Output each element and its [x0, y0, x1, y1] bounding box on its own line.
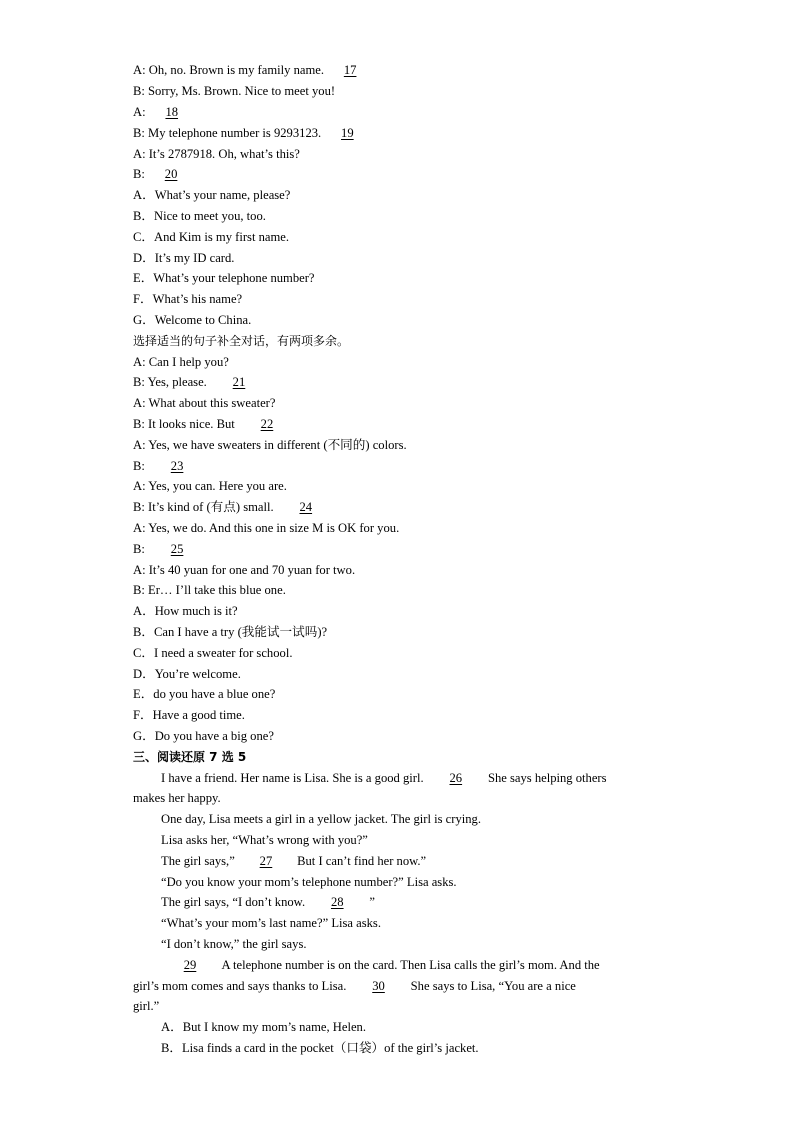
- passage-line-6: “Do you know your mom’s telephone number?” Lisa asks.: [161, 875, 457, 889]
- passage-line-5: [161, 853, 426, 869]
- option1-c: C．And Kim is my first name.: [133, 230, 290, 244]
- option1-a: A．What’s your name, please?: [133, 188, 291, 202]
- line-text: The girl says, “I don’t know.: [161, 895, 309, 909]
- dialog1-line-4: [133, 125, 370, 141]
- option2-b: B．Can I have a try (我能试一试吗)?: [133, 625, 328, 639]
- line-text: ”: [366, 895, 376, 909]
- answer-blank-22: 22: [260, 417, 274, 431]
- dialog2-line-7: [133, 478, 287, 494]
- dialog2-line-3: [133, 395, 275, 411]
- line-text: A: Can I help you?: [133, 355, 229, 369]
- line-text: The girl says,”: [161, 854, 238, 868]
- line-text: A: Yes, we have sweaters in different (不同的) colors.: [133, 438, 407, 452]
- dialog2-line-8: [133, 499, 335, 515]
- line-text: A: Yes, you can. Here you are.: [133, 479, 287, 493]
- dialog2-line-10: [133, 541, 206, 557]
- answer-blank-30: 30: [372, 979, 385, 993]
- answer-blank-25: 25: [170, 542, 184, 556]
- option1-e: E．What’s your telephone number?: [133, 271, 315, 285]
- dialog2-line-12: [133, 582, 286, 598]
- option3-a: A．But I know my mom’s name, Helen.: [161, 1020, 366, 1034]
- dialog2-line-9: [133, 520, 399, 536]
- line-text: A: What about this sweater?: [133, 396, 276, 410]
- line-text: A:: [133, 105, 149, 119]
- line-text: B: It’s kind of (有点) small.: [133, 500, 277, 514]
- dialog2-line-11: [133, 562, 355, 578]
- line-text: B: My telephone number is 9293123.: [133, 126, 325, 140]
- line-text: B: Sorry, Ms. Brown. Nice to meet you!: [133, 84, 336, 98]
- dialog2-line-5: [133, 437, 407, 453]
- option2-c: C．I need a sweater for school.: [133, 646, 293, 660]
- line-text: A: Oh, no. Brown is my family name.: [133, 63, 328, 77]
- answer-blank-21: 21: [232, 375, 246, 389]
- answer-blank-27: 27: [259, 854, 273, 868]
- dialog1-line-3: [133, 104, 195, 120]
- dialog1-line-6: [133, 166, 194, 182]
- instruction-2: 选择适当的句子补全对话，有两项多余。: [133, 334, 350, 348]
- line-text: B: Yes, please.: [133, 375, 210, 389]
- passage-line-4: Lisa asks her, “What’s wrong with you?”: [161, 833, 368, 847]
- answer-blank-26: 26: [449, 771, 463, 785]
- line-text: She says to Lisa, “You are a nice: [407, 979, 576, 993]
- passage-line-12: girl.”: [133, 999, 160, 1013]
- line-text: I have a friend. Her name is Lisa. She is a good girl.: [161, 771, 427, 785]
- dialog2-line-1: [133, 354, 229, 370]
- dialog1-line-5: [133, 146, 300, 162]
- line-text: She says helping others: [484, 771, 607, 785]
- passage-line-1: [161, 770, 607, 786]
- option1-g: G．Welcome to China.: [133, 313, 252, 327]
- answer-blank-23: 23: [170, 459, 184, 473]
- line-text: But I can’t find her now.”: [293, 854, 427, 868]
- answer-blank-20: 20: [164, 167, 178, 181]
- passage-line-8: “What’s your mom’s last name?” Lisa asks.: [161, 916, 381, 930]
- line-text: A telephone number is on the card. Then Lisa calls the girl’s mom. And the: [219, 958, 600, 972]
- section-3-title: 三、阅读还原 7 选 5: [133, 750, 247, 764]
- option2-a: A．How much is it?: [133, 604, 238, 618]
- option2-f: F．Have a good time.: [133, 708, 245, 722]
- line-text: A: It’s 2787918. Oh, what’s this?: [133, 147, 300, 161]
- answer-blank-24: 24: [299, 500, 313, 514]
- line-text: A: It’s 40 yuan for one and 70 yuan for two.: [133, 563, 356, 577]
- passage-line-3: One day, Lisa meets a girl in a yellow jacket. The girl is crying.: [161, 812, 481, 826]
- passage-line-2: makes her happy.: [133, 791, 221, 805]
- option1-b: B．Nice to meet you, too.: [133, 209, 266, 223]
- line-text: B: Er… I’ll take this blue one.: [133, 583, 286, 597]
- dialog1-line-2: [133, 83, 335, 99]
- answer-blank-19: 19: [341, 126, 354, 140]
- line-text: B:: [133, 167, 149, 181]
- line-text: girl’s mom comes and says thanks to Lisa.: [133, 979, 350, 993]
- dialog2-line-6: [133, 458, 206, 474]
- line-text: B:: [133, 542, 149, 556]
- answer-blank-17: 17: [343, 63, 357, 77]
- option2-d: D．You’re welcome.: [133, 667, 241, 681]
- option2-g: G．Do you have a big one?: [133, 729, 274, 743]
- answer-blank-29: 29: [183, 958, 197, 972]
- passage-line-9: “I don’t know,” the girl says.: [161, 937, 307, 951]
- passage-line-10: [161, 957, 600, 973]
- option3-b: B．Lisa finds a card in the pocket（口袋）of the girl’s jacket.: [161, 1041, 479, 1055]
- option2-e: E．do you have a blue one?: [133, 687, 276, 701]
- dialog2-line-2: [133, 374, 268, 390]
- line-text: B:: [133, 459, 149, 473]
- option1-d: D．It’s my ID card.: [133, 251, 235, 265]
- passage-line-11: [133, 978, 576, 994]
- dialog1-line-1: [133, 62, 373, 78]
- answer-blank-18: 18: [165, 105, 179, 119]
- line-text: B: It looks nice. But: [133, 417, 238, 431]
- answer-blank-28: 28: [330, 895, 344, 909]
- dialog2-line-4: [133, 416, 296, 432]
- passage-line-7: [161, 894, 375, 910]
- option1-f: F．What’s his name?: [133, 292, 243, 306]
- line-text: A: Yes, we do. And this one in size M is OK for you.: [133, 521, 400, 535]
